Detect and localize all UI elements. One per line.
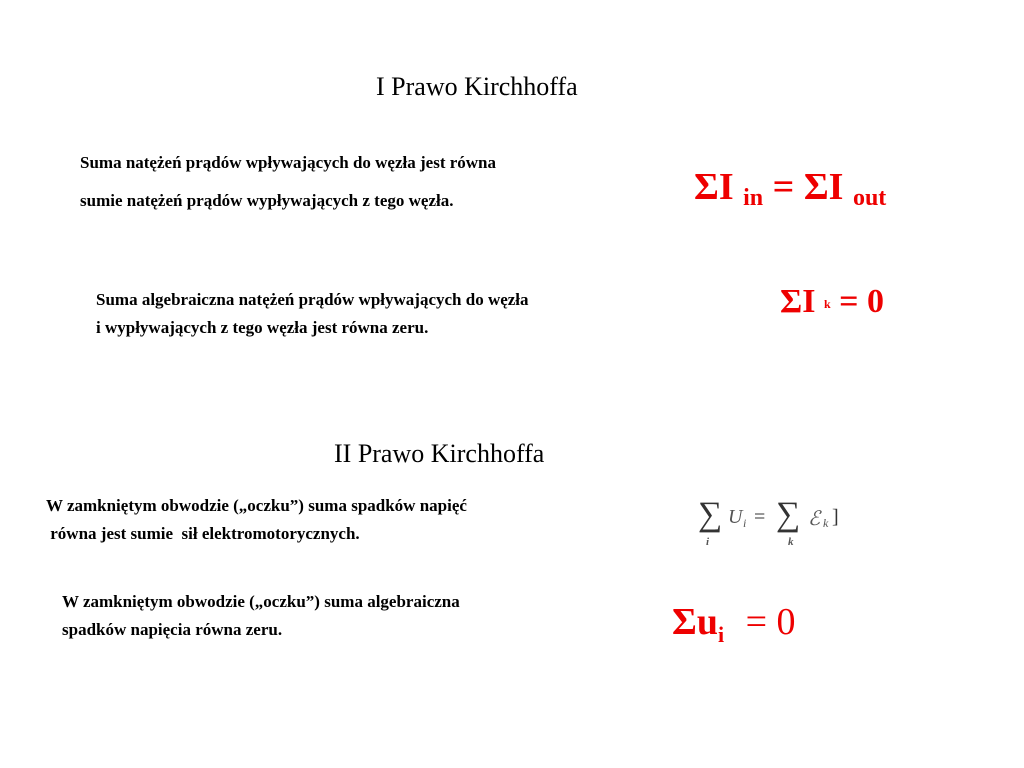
- equals-sign: =: [754, 506, 766, 528]
- formula4-rest: = 0: [745, 601, 796, 643]
- formula1-rhs-sub: out: [852, 185, 887, 211]
- formula2-sub: k: [823, 297, 831, 311]
- law1-statement2-line1: Suma algebraiczna natężeń prądów wpływających do węzła: [96, 290, 529, 309]
- law1-statement2-line2: i wypływających z tego węzła jest równa zeru.: [96, 318, 429, 337]
- voltage-symbol: U: [728, 506, 743, 528]
- law1-statement1-line2: sumie natężeń prądów wypływających z tego węzła.: [80, 191, 454, 210]
- formula1-lhs: ΣI: [694, 166, 734, 208]
- law1-title: I Prawo Kirchhoffa: [376, 72, 578, 101]
- formula1-lhs-sub: in: [743, 185, 764, 211]
- law2-statement1-line1: W zamkniętym obwodzie („oczku”) suma spadków napięć: [46, 496, 467, 515]
- formula-tail: ]: [832, 506, 839, 528]
- law1-formula1: [694, 165, 886, 209]
- formula4-sub: i: [717, 622, 725, 647]
- sum-symbol-2: ∑: [776, 496, 801, 533]
- formula4-sym: Σu: [672, 601, 718, 643]
- law2-statement2-line2: spadków napięcia równa zeru.: [62, 620, 283, 639]
- law1-statement1-line1: Suma natężeń prądów wpływających do węzła jest równa: [80, 153, 497, 172]
- emf-sub: k: [823, 516, 829, 530]
- voltage-sub: i: [743, 516, 747, 530]
- law2-formula1: [698, 496, 839, 555]
- law2-formula2: [672, 600, 796, 647]
- law2-title: II Prawo Kirchhoffa: [334, 439, 545, 468]
- sum-symbol-1: ∑: [698, 496, 723, 533]
- emf-symbol: ℰ: [808, 508, 821, 530]
- formula2-sym: ΣI: [780, 283, 816, 320]
- sum-index-1: i: [706, 536, 710, 548]
- formula1-rhs: ΣI: [803, 166, 844, 208]
- law1-formula2: [780, 283, 884, 321]
- law2-statement2-line1: W zamkniętym obwodzie („oczku”) suma algebraiczna: [62, 592, 460, 611]
- law2-statement1-line2: równa jest sumie sił elektromotorycznych.: [46, 524, 360, 543]
- formula2-rest: = 0: [839, 283, 885, 320]
- formula1-eq: =: [772, 166, 795, 208]
- sum-index-2: k: [788, 536, 794, 548]
